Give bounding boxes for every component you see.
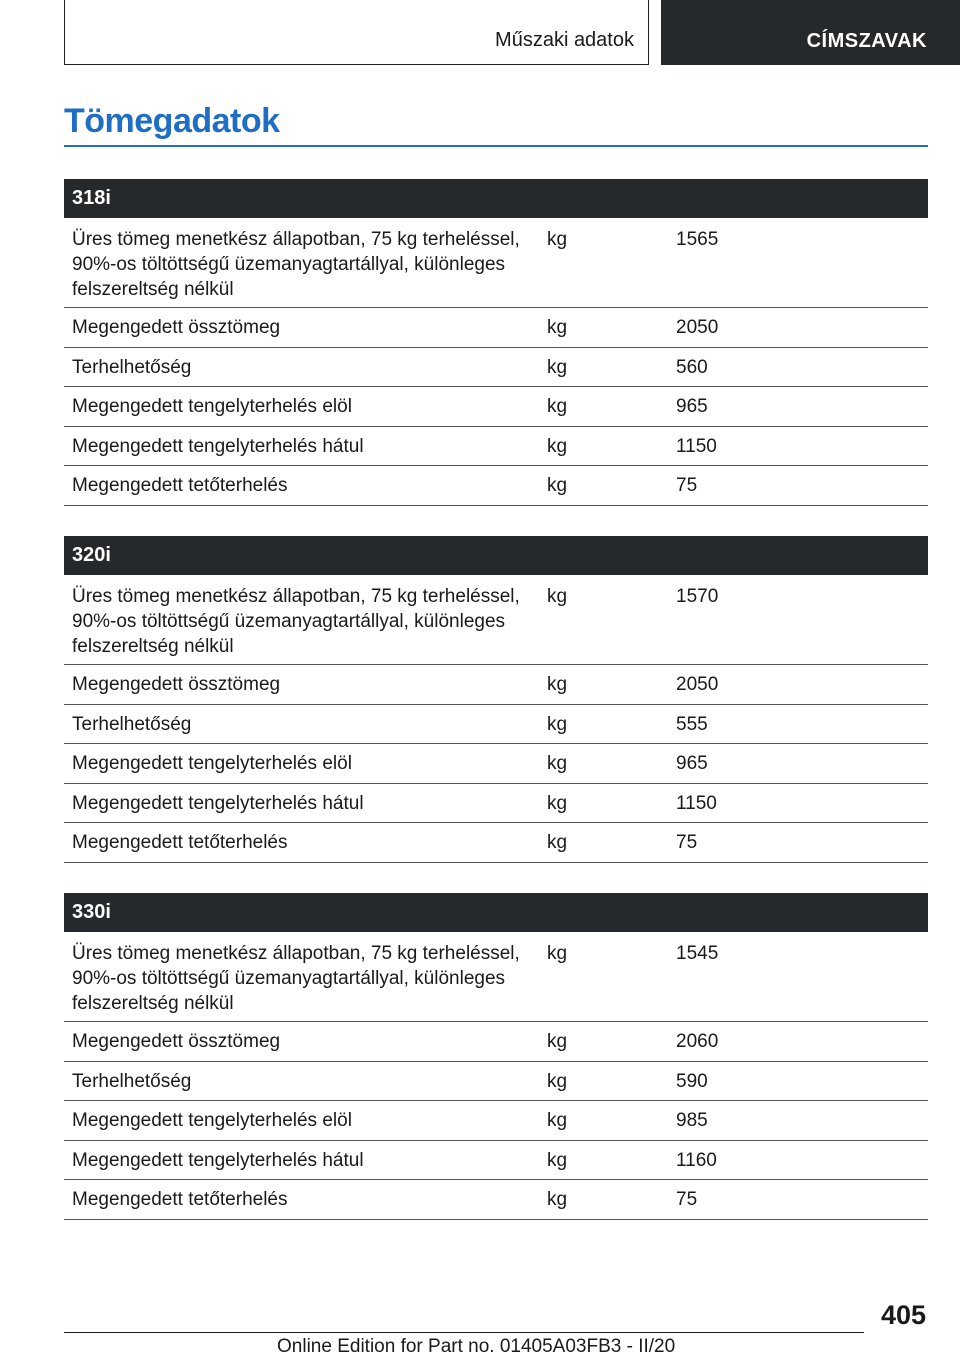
section-tab[interactable] — [64, 0, 649, 65]
row-value: 1565 — [676, 229, 719, 250]
edition-text: Online Edition for Part no. 01405A03FB3 - II/20 — [277, 1336, 676, 1357]
row-unit: kg — [547, 356, 568, 378]
table-row — [64, 1022, 928, 1062]
table-row — [64, 823, 928, 863]
mass-table-330i — [64, 893, 928, 1220]
table-header: 318i — [64, 179, 928, 218]
row-value: 590 — [676, 1070, 708, 1092]
row-value: 985 — [676, 1110, 708, 1132]
row-unit: kg — [547, 832, 568, 854]
mass-table-320i — [64, 536, 928, 863]
row-unit: kg — [547, 1031, 568, 1052]
row-value: 75 — [676, 832, 698, 854]
row-label: Terhelhetőség — [72, 713, 192, 735]
row-unit: kg — [547, 475, 568, 497]
row-unit: kg — [547, 674, 568, 695]
row-label: Üres tömeg menetkész állapotban, 75 kg terheléssel, 90%-os töltöttségű üzemanyagtartállyal, különleges felszereltség nélkül — [72, 229, 520, 300]
row-value: 2060 — [676, 1031, 719, 1052]
chapter-tab[interactable] — [661, 0, 960, 65]
row-label: Megengedett tengelyterhelés elöl — [72, 396, 352, 418]
row-unit: kg — [547, 317, 568, 338]
table-row — [64, 744, 928, 784]
row-value: 1570 — [676, 586, 719, 607]
title-divider — [64, 145, 928, 147]
row-label: Megengedett tengelyterhelés hátul — [72, 792, 364, 814]
table-row — [64, 665, 928, 705]
table-row — [64, 466, 928, 506]
row-label: Terhelhetőség — [72, 356, 192, 378]
row-unit: kg — [547, 1189, 568, 1211]
page-title: Tömegadatok — [64, 102, 280, 140]
row-label: Megengedett tetőterhelés — [72, 1189, 288, 1211]
row-value: 1150 — [676, 435, 717, 457]
table-row — [64, 308, 928, 348]
table-header: 320i — [64, 536, 928, 575]
table-row — [64, 348, 928, 388]
row-label: Terhelhetőség — [72, 1070, 192, 1092]
row-unit: kg — [547, 792, 568, 814]
row-value: 75 — [676, 1189, 698, 1211]
row-unit: kg — [547, 229, 568, 250]
table-row — [64, 705, 928, 745]
row-unit: kg — [547, 713, 568, 735]
row-unit: kg — [547, 435, 568, 457]
row-unit: kg — [547, 1149, 568, 1171]
table-row — [64, 218, 928, 308]
row-value: 1150 — [676, 792, 717, 814]
table-row — [64, 387, 928, 427]
row-unit: kg — [547, 396, 568, 418]
row-value: 555 — [676, 713, 708, 735]
row-label: Üres tömeg menetkész állapotban, 75 kg terheléssel, 90%-os töltöttségű üzemanyagtartállyal, különleges felszereltség nélkül — [72, 943, 520, 1014]
row-label: Megengedett össztömeg — [72, 317, 281, 338]
section-label: Műszaki adatok — [495, 29, 634, 51]
row-label: Megengedett tengelyterhelés elöl — [72, 753, 352, 775]
table-row — [64, 932, 928, 1022]
table-row — [64, 427, 928, 467]
table-row — [64, 1180, 928, 1220]
table-row — [64, 784, 928, 824]
row-label: Megengedett tetőterhelés — [72, 832, 288, 854]
table-row — [64, 575, 928, 665]
page-number: 405 — [880, 1300, 926, 1330]
row-value: 2050 — [676, 674, 719, 695]
row-label: Megengedett tengelyterhelés elöl — [72, 1110, 352, 1132]
row-label: Megengedett tengelyterhelés hátul — [72, 435, 364, 457]
row-unit: kg — [547, 753, 568, 775]
footer-divider — [64, 1332, 864, 1333]
mass-table-318i — [64, 179, 928, 506]
row-label: Megengedett össztömeg — [72, 1031, 281, 1052]
row-unit: kg — [547, 943, 568, 964]
chapter-label: CÍMSZAVAK — [806, 30, 927, 52]
table-header: 330i — [64, 893, 928, 932]
row-unit: kg — [547, 586, 568, 607]
row-label: Megengedett tengelyterhelés hátul — [72, 1149, 364, 1171]
row-value: 1160 — [676, 1149, 717, 1171]
row-label: Üres tömeg menetkész állapotban, 75 kg terheléssel, 90%-os töltöttségű üzemanyagtartállyal, különleges felszereltség nélkül — [72, 586, 520, 657]
row-value: 560 — [676, 356, 708, 378]
table-row — [64, 1141, 928, 1181]
row-value: 965 — [676, 396, 708, 418]
row-value: 75 — [676, 475, 698, 497]
table-row — [64, 1062, 928, 1102]
row-value: 2050 — [676, 317, 719, 338]
row-label: Megengedett tetőterhelés — [72, 475, 288, 497]
row-unit: kg — [547, 1070, 568, 1092]
row-value: 965 — [676, 753, 708, 775]
row-label: Megengedett össztömeg — [72, 674, 281, 695]
row-value: 1545 — [676, 943, 719, 964]
row-unit: kg — [547, 1110, 568, 1132]
table-row — [64, 1101, 928, 1141]
